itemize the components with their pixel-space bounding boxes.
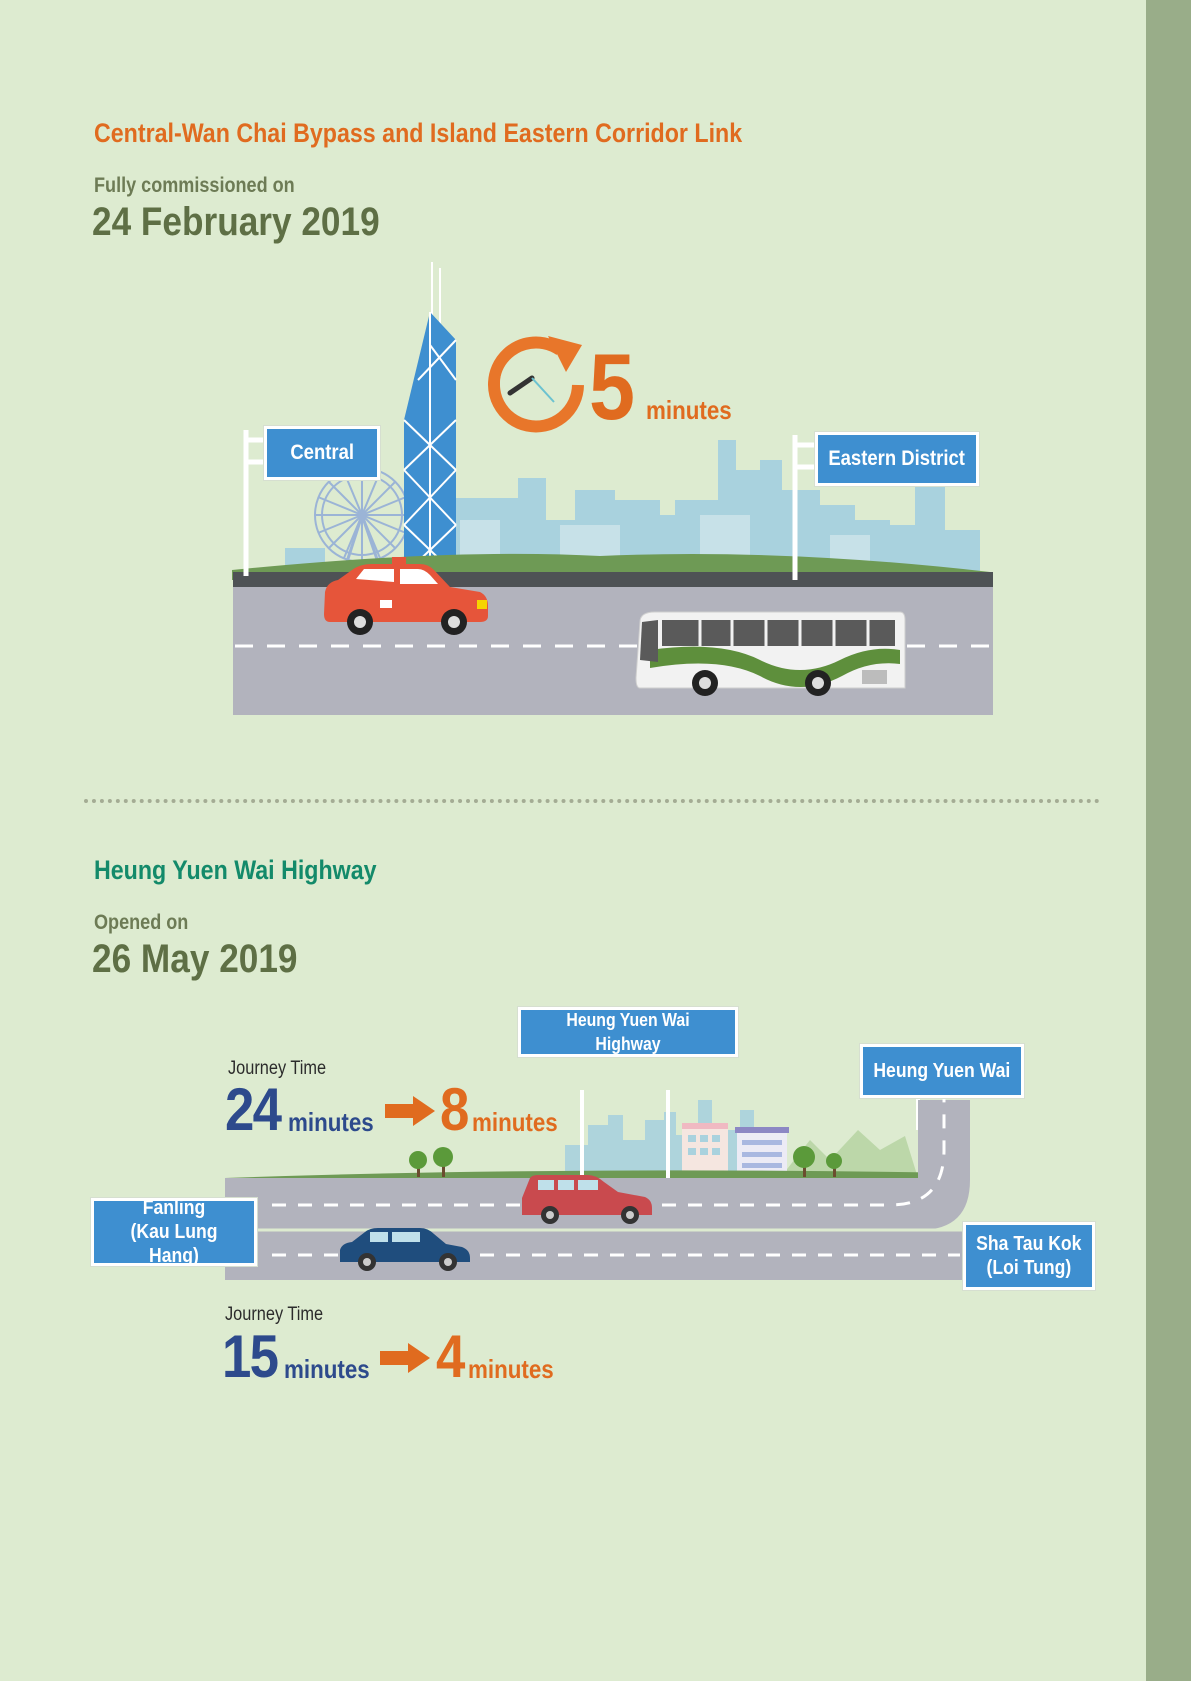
section1-commission-label: Fully commissioned on (94, 174, 295, 197)
lower-journey-label: Journey Time (225, 1304, 324, 1325)
tower (404, 262, 456, 575)
upper-after-value: 8 (440, 1076, 468, 1143)
section2-opened-label: Opened on (94, 911, 189, 934)
upper-after-unit: minutes (472, 1107, 558, 1137)
lower-before-unit: minutes (284, 1354, 370, 1384)
section1-date: 24 February 2019 (92, 200, 380, 244)
section1-journey-value: 5 (589, 334, 634, 439)
sign-heung-yuen-wai-label: Heung Yuen Wai (873, 1060, 1011, 1082)
ferris-wheel (315, 468, 409, 568)
section2-date: 26 May 2019 (92, 937, 298, 981)
section2-title: Heung Yuen Wai Highway (94, 855, 377, 885)
bus (636, 612, 905, 696)
upper-before-unit: minutes (288, 1107, 374, 1137)
arrow-right-icon (380, 1343, 432, 1373)
sign-fanling (91, 1198, 257, 1266)
upper-before-value: 24 (225, 1076, 281, 1143)
arrow-right-icon (385, 1096, 437, 1126)
lower-before-value: 15 (222, 1323, 278, 1390)
section1-journey-unit: minutes (646, 395, 732, 425)
section-divider (84, 799, 1100, 803)
sign-sha-tau-kok (963, 1222, 1095, 1290)
sign-eastern-district-label: Eastern District (828, 447, 966, 470)
lower-after-value: 4 (436, 1323, 464, 1390)
sign-central (264, 426, 380, 480)
sign-heung-yuen-wai-highway-label: Heung Yuen Wai Highway (566, 1010, 690, 1054)
sign-heung-yuen-wai (860, 1044, 1024, 1098)
section1-title: Central-Wan Chai Bypass and Island Eastern Corridor Link (94, 118, 743, 148)
sign-central-label: Central (290, 441, 354, 464)
upper-journey-label: Journey Time (228, 1058, 327, 1079)
sign-eastern-district (815, 432, 979, 486)
sign-sha-tau-kok-label: Sha Tau Kok (Loi Tung) (976, 1233, 1082, 1279)
sign-fanling-label: Fanling (Kau Lung Hang) (130, 1197, 218, 1267)
clock-arrow-icon (494, 336, 582, 426)
right-side-bar (1146, 0, 1191, 1681)
sign-heung-yuen-wai-highway (518, 1007, 738, 1057)
lower-after-unit: minutes (468, 1354, 554, 1384)
